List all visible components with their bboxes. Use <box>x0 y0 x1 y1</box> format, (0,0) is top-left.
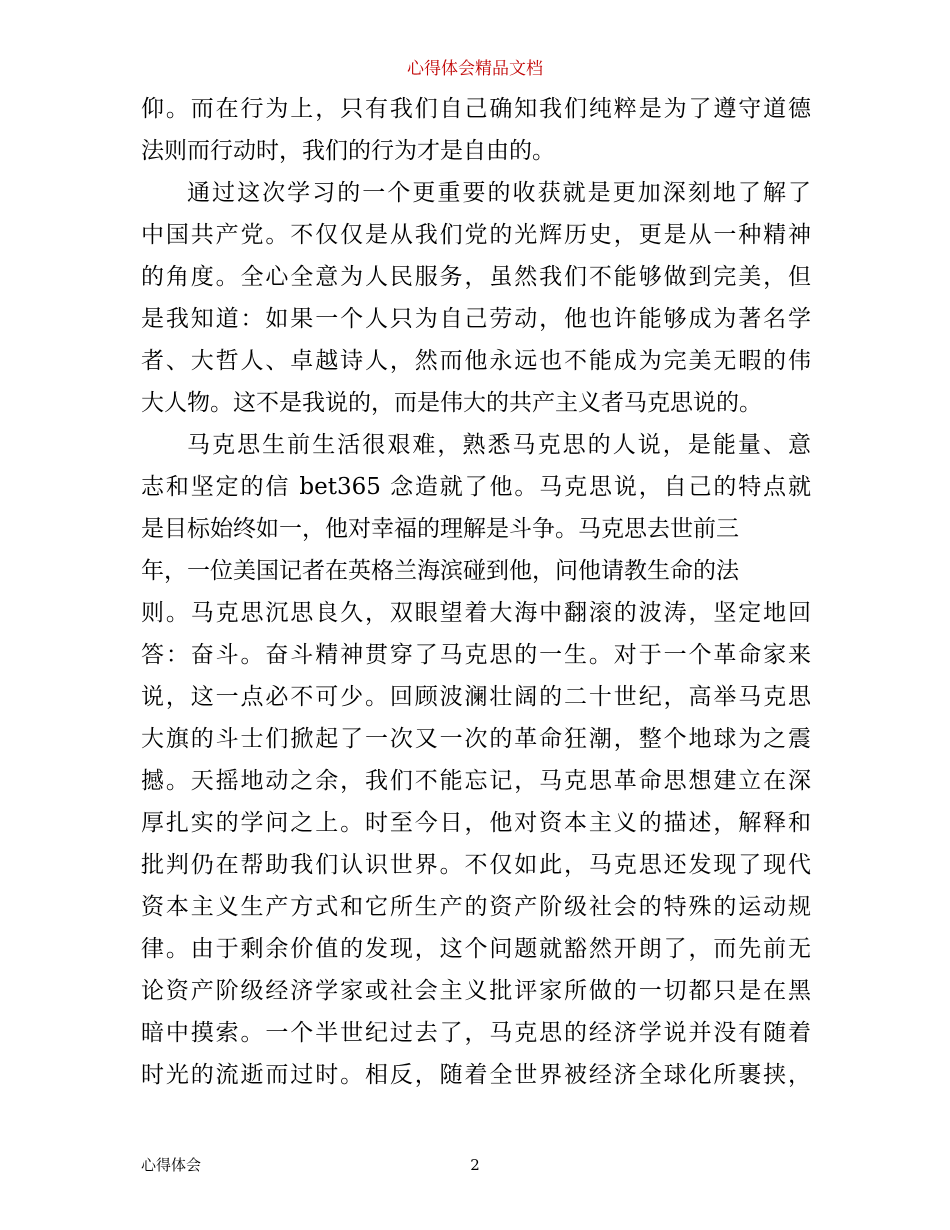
text-line: 则。马克思沉思良久，双眼望着大海中翻滚的波涛，坚定地回 <box>141 600 811 626</box>
text-line: 论资产阶级经济学家或社会主义批评家所做的一切都只是在黑 <box>141 978 811 1004</box>
footer-label: 心得体会 <box>141 1156 202 1174</box>
text-line: 撼。天摇地动之余，我们不能忘记，马克思革命思想建立在深 <box>141 768 811 794</box>
page-number: 2 <box>470 1156 480 1174</box>
text-line: 说，这一点必不可少。回顾波澜壮阔的二十世纪，高举马克思 <box>141 684 811 710</box>
text-line: 法则而行动时，我们的行为才是自由的。 <box>141 138 555 164</box>
text-line: 律。由于剩余价值的发现，这个问题就豁然开朗了，而先前无 <box>141 936 811 962</box>
document-body <box>141 88 811 1096</box>
text-line: 通过这次学习的一个更重要的收获就是更加深刻地了解了 <box>187 180 811 206</box>
text-line: 仰。而在行为上，只有我们自己确知我们纯粹是为了遵守道德 <box>141 96 811 122</box>
text-line: 大旗的斗士们掀起了一次又一次的革命狂潮，整个地球为之震 <box>141 726 811 752</box>
text-line: 时光的流逝而过时。相反，随着全世界被经济全球化所裹挟， <box>141 1062 811 1088</box>
text-line: 暗中摸索。一个半世纪过去了，马克思的经济学说并没有随着 <box>141 1020 811 1046</box>
text-line: 是目标始终如一，他对幸福的理解是斗争。马克思去世前三 <box>141 516 739 542</box>
text-line: 答：奋斗。奋斗精神贯穿了马克思的一生。对于一个革命家来 <box>141 642 811 668</box>
text-line: 是我知道：如果一个人只为自己劳动，他也许能够成为著名学 <box>141 306 811 332</box>
text-line: 志和坚定的信 bet365 念造就了他。马克思说，自己的特点就 <box>141 474 811 500</box>
page-header-title: 心得体会精品文档 <box>407 59 543 79</box>
text-line: 马克思生前生活很艰难，熟悉马克思的人说，是能量、意 <box>187 432 811 458</box>
text-line: 的角度。全心全意为人民服务，虽然我们不能够做到完美，但 <box>141 264 811 290</box>
text-line: 资本主义生产方式和它所生产的资产阶级社会的特殊的运动规 <box>141 894 811 920</box>
text-line: 厚扎实的学问之上。时至今日，他对资本主义的描述，解释和 <box>141 810 811 836</box>
text-line: 年，一位美国记者在英格兰海滨碰到他，问他请教生命的法 <box>141 558 739 584</box>
text-line: 者、大哲人、卓越诗人，然而他永远也不能成为完美无暇的伟 <box>141 348 811 374</box>
text-line: 大人物。这不是我说的，而是伟大的共产主义者马克思说的。 <box>141 390 762 416</box>
text-line: 批判仍在帮助我们认识世界。不仅如此，马克思还发现了现代 <box>141 852 811 878</box>
text-line: 中国共产党。不仅仅是从我们党的光辉历史，更是从一种精神 <box>141 222 811 248</box>
